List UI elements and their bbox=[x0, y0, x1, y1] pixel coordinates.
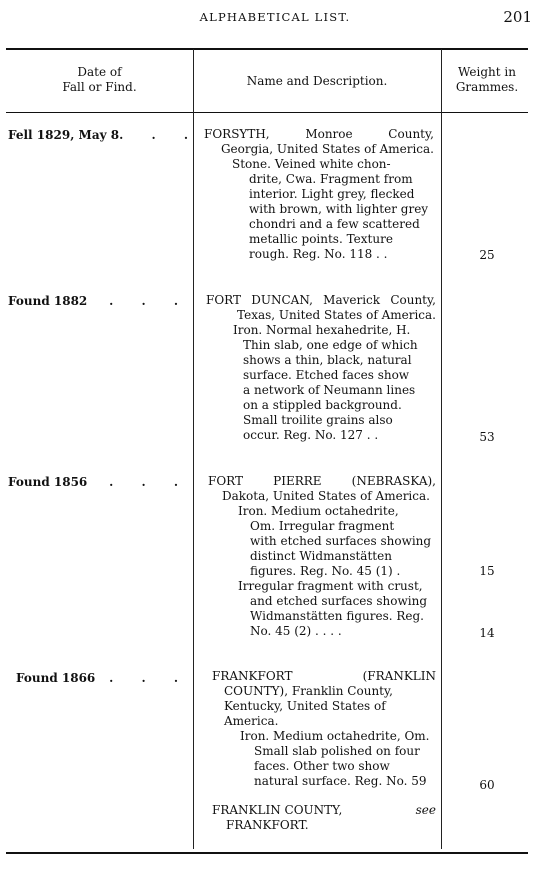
description-line: No. 45 (2) . . . . bbox=[250, 624, 342, 638]
entry-title-cont: Georgia, United States of America. bbox=[220, 142, 434, 156]
column-header-date-line1: Date of bbox=[77, 65, 122, 79]
entry-title-cont: COUNTY), Franklin County, bbox=[224, 684, 393, 698]
entry-title: FRANKFORT (FRANKLIN bbox=[212, 669, 436, 683]
description-line: Small troilite grains also bbox=[243, 413, 393, 427]
description-line: interior. Light grey, flecked bbox=[249, 187, 415, 201]
cross-reference bbox=[212, 803, 436, 818]
description-line: Thin slab, one edge of which bbox=[243, 338, 418, 352]
entry-weight: 53 bbox=[479, 430, 495, 444]
entry-date-text: Found 1882 bbox=[8, 294, 88, 308]
description-line: rough. Reg. No. 118 . . bbox=[249, 247, 388, 261]
description-line: metallic points. Texture bbox=[249, 232, 393, 246]
entry-weight: 14 bbox=[479, 626, 495, 640]
entry-weight: 15 bbox=[479, 564, 495, 578]
entry-date-text: Found 1866 bbox=[16, 671, 96, 685]
page-header bbox=[0, 8, 550, 30]
description-line: figures. Reg. No. 45 (1) . bbox=[250, 564, 401, 578]
column-header-weight-line1: Weight in bbox=[458, 65, 516, 79]
entry-date-leader: . . . bbox=[109, 671, 190, 685]
description-line: surface. Etched faces show bbox=[243, 368, 410, 382]
description-line: chondri and a few scattered bbox=[249, 217, 420, 231]
entry-title-cont: Dakota, United States of America. bbox=[222, 489, 430, 503]
description-line: on a stippled background. bbox=[243, 398, 402, 412]
description-line: distinct Widmanstätten bbox=[250, 549, 392, 563]
entry-date-leader: . . . bbox=[109, 294, 190, 308]
entry-weight: 25 bbox=[479, 248, 495, 262]
description-line: and etched surfaces showing bbox=[250, 594, 427, 608]
column-header-date bbox=[6, 65, 193, 95]
entry-title: FORT PIERRE (NEBRASKA), bbox=[208, 474, 436, 488]
description-line: natural surface. Reg. No. 59 bbox=[254, 774, 427, 788]
column-header-weight bbox=[441, 65, 533, 95]
entry-title: FORT DUNCAN, Maverick County, bbox=[206, 293, 436, 307]
description-line: occur. Reg. No. 127 . . bbox=[243, 428, 379, 442]
entry-date-text: Fell 1829, May 8 bbox=[8, 128, 120, 142]
description-line: drite, Cwa. Fragment from bbox=[249, 172, 413, 186]
entry-date-leader: . . . bbox=[109, 475, 190, 489]
entry-date-text: Found 1856 bbox=[8, 475, 88, 489]
description-line: shows a thin, black, natural bbox=[243, 353, 412, 367]
column-header-name: Name and Description. bbox=[246, 74, 388, 88]
description-line: faces. Other two show bbox=[254, 759, 390, 773]
description-line: Iron. Medium octahedrite, Om. bbox=[240, 729, 430, 743]
entry-date bbox=[8, 671, 190, 685]
column-divider-left bbox=[193, 49, 194, 849]
cross-reference-see: see bbox=[415, 803, 436, 817]
description-line: Small slab polished on four bbox=[254, 744, 420, 758]
table-top-rule bbox=[6, 48, 528, 50]
column-header-date-line2: Fall or Find. bbox=[62, 80, 137, 94]
description-line: Stone. Veined white chon- bbox=[232, 157, 391, 171]
entry-description bbox=[204, 127, 434, 262]
entry-title-cont: America. bbox=[224, 714, 279, 728]
entry-title-cont: Texas, United States of America. bbox=[237, 308, 436, 322]
entry-title-cont: Kentucky, United States of bbox=[224, 699, 386, 713]
description-line: Widmanstätten figures. Reg. bbox=[250, 609, 424, 623]
table-header-rule bbox=[6, 112, 528, 113]
entry-date bbox=[8, 294, 190, 308]
entry-date-leader: . . . bbox=[119, 128, 200, 142]
column-divider-right bbox=[441, 49, 442, 849]
page-number: 201 bbox=[503, 8, 532, 26]
description-line: with etched surfaces showing bbox=[250, 534, 432, 548]
cross-reference-target: FRANKFORT. bbox=[226, 818, 309, 832]
description-line: Irregular fragment with crust, bbox=[238, 579, 423, 593]
entry-description bbox=[206, 293, 436, 443]
description-line: Om. Irregular fragment bbox=[250, 519, 395, 533]
description-line: a network of Neumann lines bbox=[243, 383, 416, 397]
entry-weight: 60 bbox=[479, 778, 495, 792]
description-line: Iron. Normal hexahedrite, H. bbox=[233, 323, 411, 337]
entry-date bbox=[8, 475, 190, 489]
table-bottom-rule bbox=[6, 852, 528, 854]
description-line: with brown, with lighter grey bbox=[249, 202, 429, 216]
entry-description bbox=[208, 474, 436, 639]
cross-reference-title: FRANKLIN COUNTY, bbox=[212, 803, 343, 817]
running-title: ALPHABETICAL LIST. bbox=[199, 10, 351, 24]
entry-title: FORSYTH, Monroe County, bbox=[204, 127, 434, 141]
entry-date bbox=[8, 128, 200, 142]
entry-description bbox=[212, 669, 436, 833]
column-header-weight-line2: Grammes. bbox=[455, 80, 519, 94]
description-line: Iron. Medium octahedrite, bbox=[238, 504, 399, 518]
